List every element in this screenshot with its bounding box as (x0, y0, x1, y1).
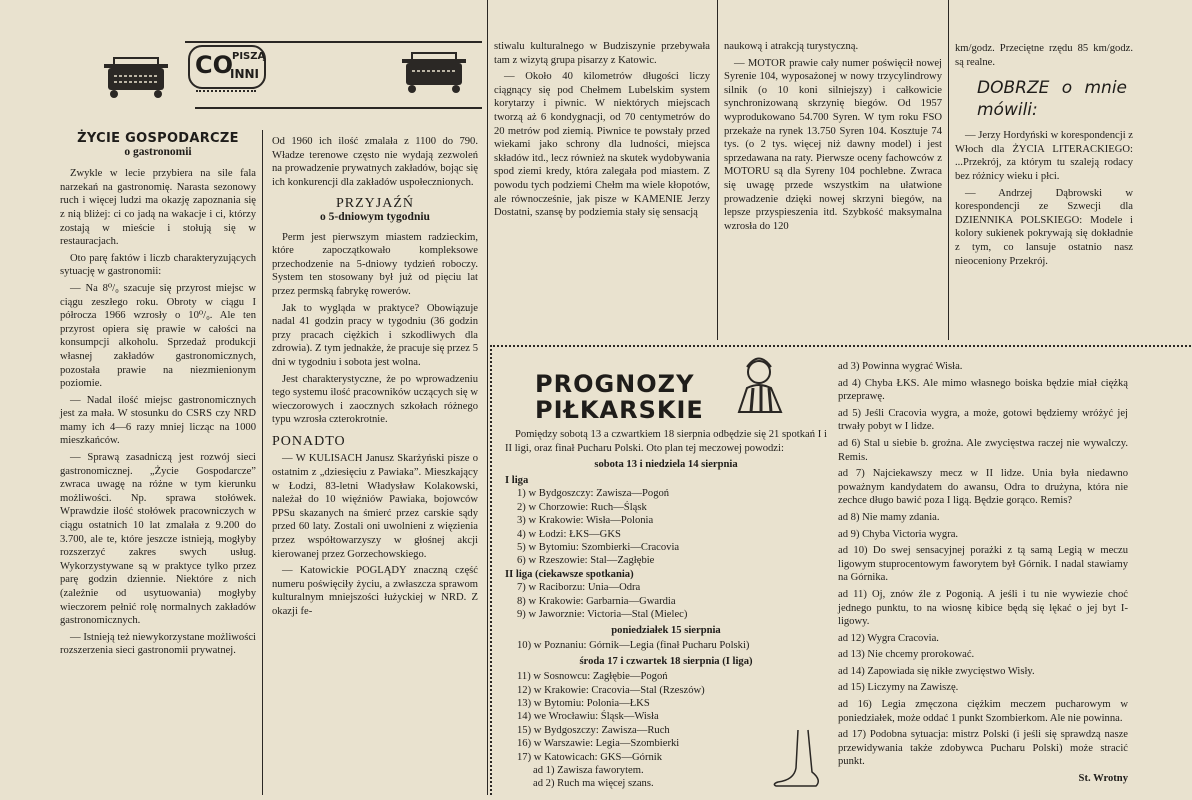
foot-icon (768, 728, 828, 788)
league-heading: I liga (505, 474, 529, 486)
match-item: 9) w Jaworznie: Victoria—Stal (Mielec) (517, 609, 688, 621)
column-rule-1 (262, 130, 263, 795)
paragraph: Pomiędzy sobotą 13 a czwartkiem 18 sierpnia odbędzie się 21 spotkań I i II ligi, oraz finał Pucharu Polski. Oto plan tej meczowej powodzi: (505, 429, 827, 454)
paragraph: — Jerzy Hordyński w korespondencji z Włoch dla ŻYCIA LITERACKIEGO: ...Przekrój, za którym tu szaleją rodacy bez różnicy wieku i płci. (955, 130, 1133, 182)
paragraph: Perm jest pierwszym miastem radzieckim, które zapoczątkowało kompleksowe przechodzenie na 5-dniowy tydzień roboczy. System ten stosowany był już od pięciu lat przez permską fabrykę rowerów. (272, 231, 478, 297)
prediction-item: ad 4) Chyba ŁKS. Ale mimo własnego boiska będzie miał ciężką przeprawę. (838, 377, 1128, 403)
prediction-item: ad 6) Stal u siebie b. groźna. Ale zwycięstwa raczej nie wywalczy. Remis. (838, 437, 1128, 463)
prediction-item: ad 15) Liczymy na Zawiszę. (838, 682, 959, 694)
section-subheading: o 5-dniowym tygodniu (320, 210, 430, 223)
paragraph: Jest charakterystyczne, że po wprowadzeniu tego systemu ilość pracowników uczących się w wieczorowych i zaocznych szkołach różnego typu wzrosła czterokrotnie. (272, 373, 478, 426)
logo-dots (196, 90, 256, 96)
match-list (505, 487, 827, 567)
column-przyjazn (272, 135, 478, 622)
section-heading: ŻYCIE GOSPODARCZE (77, 131, 239, 146)
section-heading: PONADTO (272, 433, 346, 449)
prediction-item: ad 5) Jeśli Cracovia wygra, a może, gotowi będziemy wróżyć jej trwały pobyt w I lidze. (838, 407, 1128, 433)
paragraph: stiwalu kulturalnego w Budziszynie przebywała tam z wizytą grupa pisarzy z Katowic. (494, 41, 710, 66)
prediction-item: ad 2) Ruch ma więcej szans. (533, 778, 654, 790)
prediction-item: ad 12) Wygra Cracovia. (838, 632, 939, 644)
typewriter-icon (100, 50, 172, 100)
prediction-item: ad 16) Legia zmęczona ciężkim meczem pucharowym w poniedziałek, może oddać 1 punkt Szombierkom. Ale nie powinna. (838, 699, 1128, 724)
paragraph: — Istnieją też niewykorzystane możliwości rozszerzenia sieci gastronomii prywatnej. (60, 631, 256, 657)
match-item: 8) w Krakowie: Garbarnia—Gwardia (517, 595, 676, 607)
match-item: 1) w Bydgoszczy: Zawisza—Pogoń (517, 488, 670, 500)
prediction-item: ad 1) Zawisza faworytem. (533, 765, 644, 777)
signature: St. Wrotny (1078, 773, 1128, 785)
league-heading: II liga (ciekawsze spotkania) (505, 568, 634, 580)
match-item: 3) w Krakowie: Wisła—Polonia (517, 515, 654, 527)
column-3 (494, 40, 710, 223)
column-zycie-gospodarcze (60, 130, 256, 661)
paragraph: — Sprawą zasadniczą jest rozwój sieci gastronomicznej. „Życie Gospodarcze” zwraca uwagę na różne w tym kierunku możliwości. Np. sprawa stołówek. Wprawdzie ilość stołówek pracowniczych w ciągu ostatnich 10 lat zmalała z 9.200 do 3.700, ale te, które jeszcze istnieją, mogłyby rozszerzyć zakres swych usług. Wykorzystywane są w praktyce tylko przez parę godzin dziennie. Niektóre z nich (zależnie od usytuowania) mogłyby wieczorem pełnić rolę normalnych zakładów gastronomicznych. (60, 452, 256, 627)
day-heading: sobota 13 i niedziela 14 sierpnia (594, 459, 738, 471)
masthead-rule-bottom (195, 107, 482, 109)
prediction-item: ad 3) Powinna wygrać Wisła. (838, 361, 963, 372)
prediction-item: ad 14) Zapowiada się nikłe zwycięstwo Wisły. (838, 665, 1035, 677)
handwritten-heading: DOBRZE o mnie mówili: (977, 78, 1127, 121)
logo-badge (188, 45, 266, 89)
match-item: 7) w Raciborzu: Unia—Odra (517, 582, 641, 594)
prognozy-title-2: PIŁKARSKIE (535, 396, 704, 424)
masthead-rule-top (185, 41, 482, 43)
masthead (100, 42, 275, 108)
paragraph: naukową i atrakcją turystyczną. (724, 41, 859, 52)
match-item: 5) w Bytomiu: Szombierki—Cracovia (517, 542, 680, 553)
section-heading: PRZYJAŹŃ (335, 196, 414, 212)
prediction-item: ad 9) Chyba Victoria wygra. (838, 528, 959, 540)
paragraph: — Na 8⁰/₀ szacuje się przyrost miejsc w ciągu zeszłego roku. Obroty w ciągu I półrocza 1966 wzrosły o 10⁰/₀. Ale ten przyrost opiera się prawie w całości na konsumpcji alkoholu. Sprzedaż produkcji własnej zakładów gastronomicznych, pozostała prawie na niezmienionym poziomie. (60, 282, 256, 390)
paragraph: km/godz. Przeciętne rzędu 85 km/godz. są realne. (955, 43, 1133, 68)
paragraph: Od 1960 ich ilość zmalała z 1100 do 790. Władze terenowe często nie wydają zezwoleń na prowadzenie prywatnych zakładów, bojąc się ich konkurencji dla zakładów uspołecznionych. (272, 136, 478, 188)
paragraph: Jak to wygląda w praktyce? Obowiązuje nadal 41 godzin pracy w tygodniu (36 godzin przy pracach ciężkich i szkodliwych dla zdrowia). Z tym jednakże, że pracuje się przez 5 dni w tygodniu i sobota jest wolna. (272, 302, 478, 368)
paragraph: — Około 40 kilometrów długości liczy ciągnący się pod Chełmem Lubelskim system korytarzy i piwnic. W niektórych miejscach tworzą aż 6 kondygnacji, od 70 centymetrów do 20 metrów pod ziemią. Piwnice te powstały przed wiekami jako schrony dla ludności, miejsca składów itd., lecz również na skutek wydobywania spod ziemi kredy, która zalegała pod miastem. Z powodu tych podziemi Chełm ma wiele kłopotów, ale równocześnie, jak pisze w KAMENIE Jerzy Dostatni, szansę by podziemia stały się sensacją (494, 71, 710, 219)
paragraph: — W KULISACH Janusz Skarżyński pisze o ostatnim z „dziesięciu z Pawiaka”. Mieszkający w Łodzi, 83-letni Władysław Kolakowski, należał do 10 więźniów Pawiaka, bojowców PPSu skazanych na śmierć przez carskie sądy przed 60 laty. Zostali oni uwolnieni z więzienia przez współtowarzyszy w głośnej akcji kierowanej przez Gorzechowskiego. (272, 453, 478, 560)
column-rule-2 (487, 0, 488, 795)
match-item: 17) w Katowicach: GKS—Górnik (517, 751, 663, 763)
match-item: 13) w Bytomiu: Polonia—ŁKS (517, 698, 650, 710)
prediction-item: ad 13) Nie chcemy prorokować. (838, 649, 975, 661)
prediction-item: ad 7) Najciekawszy mecz w II lidze. Unia była niedawno poważnym kandydatem do awansu, Odra to drużyna, która nie zechce długo bawić poza I ligą. Będzie gorąco. Remis? (838, 468, 1128, 507)
paragraph: Oto parę faktów i liczb charakteryzujących sytuację w gastronomii: (60, 252, 256, 278)
match-item: 15) w Bydgoszczy: Zawisza—Ruch (517, 724, 670, 736)
day-heading: poniedziałek 15 sierpnia (611, 624, 721, 636)
column-rule-4 (948, 0, 949, 340)
match-item: 12) w Krakowie: Cracovia—Stal (Rzeszów) (517, 684, 705, 696)
column-dobrze-o-mnie (955, 42, 1133, 271)
column-4 (724, 40, 942, 236)
prognozy-title (505, 370, 827, 428)
match-item: 6) w Rzeszowie: Stal—Zagłębie (517, 555, 655, 567)
footballer-icon (731, 350, 793, 420)
logo-inni: INNI (230, 67, 260, 81)
paragraph: — Katowickie POGLĄDY znaczną część numeru poświęciły życiu, a zwłaszcza sprawom kulturalnym mniejszości łużyckiej w NRD. Z okazji fe- (272, 565, 478, 617)
prognozy-title-1: PROGNOZY (535, 370, 695, 398)
paragraph: — Nadal ilość miejsc gastronomicznych jest za mała. W stosunku do CSRS czy NRD mamy ich 4—6 razy mniej licząc na 1000 mieszkańców. (60, 394, 256, 447)
logo-co: CO (195, 51, 234, 79)
match-item: 4) w Łodzi: ŁKS—GKS (517, 528, 621, 540)
typewriter-icon-right (400, 45, 470, 97)
day-heading: środa 17 i czwartek 18 sierpnia (I liga) (579, 655, 753, 667)
prediction-item: ad 17) Podobna sytuacja: mistrz Polski (i jeśli się sprawdzą nasze przewidywania także zdobywca Pucharu Polski) może stracić punkt. (838, 729, 1128, 768)
prediction-item: ad 8) Nie mamy zdania. (838, 511, 940, 523)
section-subheading: o gastronomii (124, 145, 192, 158)
match-item: 10) w Poznaniu: Górnik—Legia (finał Pucharu Polski) (517, 640, 750, 652)
match-list (505, 639, 827, 652)
column-rule-3 (717, 0, 718, 340)
paragraph: Zwykle w lecie przybiera na sile fala narzekań na gastronomię. Narasta sezonowy ruch i więcej ludzi ma okazję zapoznania się z nią bliżej: ci co jadą na wakacje i ci, którzy zostają w mieście i stołują się w restauracjach. (60, 168, 256, 248)
prognozy-right (838, 360, 1128, 786)
match-item: 16) w Warszawie: Legia—Szombierki (517, 738, 680, 750)
match-list (505, 581, 827, 621)
match-item: 2) w Chorzowie: Ruch—Śląsk (517, 501, 647, 513)
prediction-item: ad 10) Do swej sensacyjnej porażki z tą samą Legią w meczu ligowym stuprocentowym faworytem był Górnik. I nadal stawiamy na Górnika. (838, 545, 1128, 584)
paragraph: — MOTOR prawie cały numer poświęcił nowej Syrenie 104, wyposażonej w nowy trzycylindrowy silnik (o 10 koni silniejszy) i całkowicie synchronizowaną skrzynię biegów. Od 1957 wyprodukowano 54.700 Syren. W tym roku FSO przekaże na rynek 13.750 Syren 104. Kosztuje 74 tys. (o 2 tys. więcej niż dawny model) i jest sprzedawana na raty. Pierwsze oceny fachowców z MOTORU są dla Syreny 104 pochlebne. Zwraca się uwagę przede wszystkim na ułatwione prowadzenie dzięki nowej skrzyni biegów, na lepsze przyspieszenia itd. Szybkość maksymalna wzrosła do 120 (724, 57, 942, 232)
match-item: 14) we Wrocławiu: Śląsk—Wisła (517, 711, 659, 723)
logo-pisza: PISZĄ (232, 51, 266, 62)
paragraph: — Andrzej Dąbrowski w korespondencji ze Szwecji dla DZIENNIKA POLSKIEGO: Modele i kolory sukienek pokrywają się dokładnie z tym, co lansuje ostatnio nasz nieoceniony Przekrój. (955, 187, 1133, 267)
prediction-item: ad 11) Oj, znów źle z Pogonią. A jeśli i tu nie wywiezie choć jednego punktu, to na wiosnę kibice będą się lękać o jej byt I-ligowy. (838, 588, 1128, 628)
match-item: 11) w Sosnowcu: Zagłębie—Pogoń (517, 671, 668, 683)
